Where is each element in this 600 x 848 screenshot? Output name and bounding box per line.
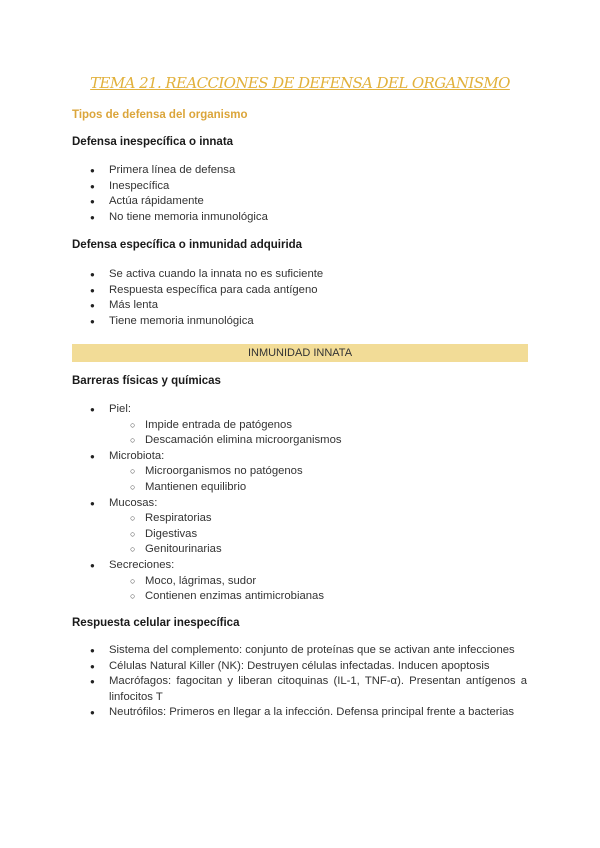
list-item: [90, 558, 527, 605]
cellular-list: [90, 643, 527, 721]
section-subtitle: Tipos de defensa del organismo: [72, 109, 248, 121]
sub-list: [109, 511, 527, 558]
sub-list-item: ○ Mantienen equilibrio: [109, 480, 527, 496]
list-item: ● Respuesta específica para cada antígeno: [90, 283, 527, 299]
acquired-heading: Defensa específica o inmunidad adquirida: [72, 239, 303, 251]
sub-list: [109, 464, 527, 495]
sub-list-item: ○ Genitourinarias: [109, 542, 527, 558]
list-item: ● Células Natural Killer (NK): Destruyen células infectadas. Inducen apoptosis: [90, 659, 527, 675]
list-item: [90, 496, 527, 558]
innate-heading: Defensa inespecífica o innata: [72, 136, 234, 148]
list-item: ● No tiene memoria inmunológica: [90, 210, 527, 226]
list-item: ● Se activa cuando la innata no es suficiente: [90, 267, 527, 283]
barriers-list: [90, 402, 527, 605]
sub-list-item: ○ Impide entrada de patógenos: [109, 418, 527, 434]
sub-list-item: ○ Digestivas: [109, 527, 527, 543]
list-item: ● Neutrófilos: Primeros en llegar a la infección. Defensa principal frente a bacterias: [90, 705, 527, 721]
sub-list-item: ○ Contienen enzimas antimicrobianas: [109, 589, 527, 605]
cellular-heading: Respuesta celular inespecífica: [72, 617, 240, 629]
group-label: Secreciones:: [109, 558, 175, 571]
sub-list-item: ○ Respiratorias: [109, 511, 527, 527]
list-item: [90, 402, 527, 449]
barriers-heading: Barreras físicas y químicas: [72, 375, 221, 387]
list-item: ● Actúa rápidamente: [90, 194, 527, 210]
section-banner: INMUNIDAD INNATA: [72, 344, 528, 362]
page-title: TEMA 21. REACCIONES DE DEFENSA DEL ORGANISMO: [90, 74, 510, 92]
list-item: ● Inespecífica: [90, 179, 527, 195]
innate-list: [90, 163, 527, 225]
list-item: ● Sistema del complemento: conjunto de proteínas que se activan ante infecciones: [90, 643, 527, 659]
sub-list-item: ○ Microorganismos no patógenos: [109, 464, 527, 480]
group-label: Piel:: [109, 403, 131, 415]
sub-list-item: ○ Moco, lágrimas, sudor: [109, 574, 527, 590]
acquired-list: [90, 267, 527, 329]
list-item: ● Primera línea de defensa: [90, 163, 527, 179]
list-item: ● Más lenta: [90, 298, 527, 314]
list-item: ● Macrófagos: fagocitan y liberan citoquinas (IL-1, TNF-α). Presentan antígenos a linfocitos T: [90, 674, 527, 705]
group-label: Mucosas:: [109, 496, 158, 509]
list-item: [90, 449, 527, 496]
list-item: ● Tiene memoria inmunológica: [90, 314, 527, 330]
sub-list: [109, 574, 527, 605]
sub-list-item: ○ Descamación elimina microorganismos: [109, 433, 527, 449]
group-label: Microbiota:: [109, 449, 165, 462]
sub-list: [109, 418, 527, 449]
